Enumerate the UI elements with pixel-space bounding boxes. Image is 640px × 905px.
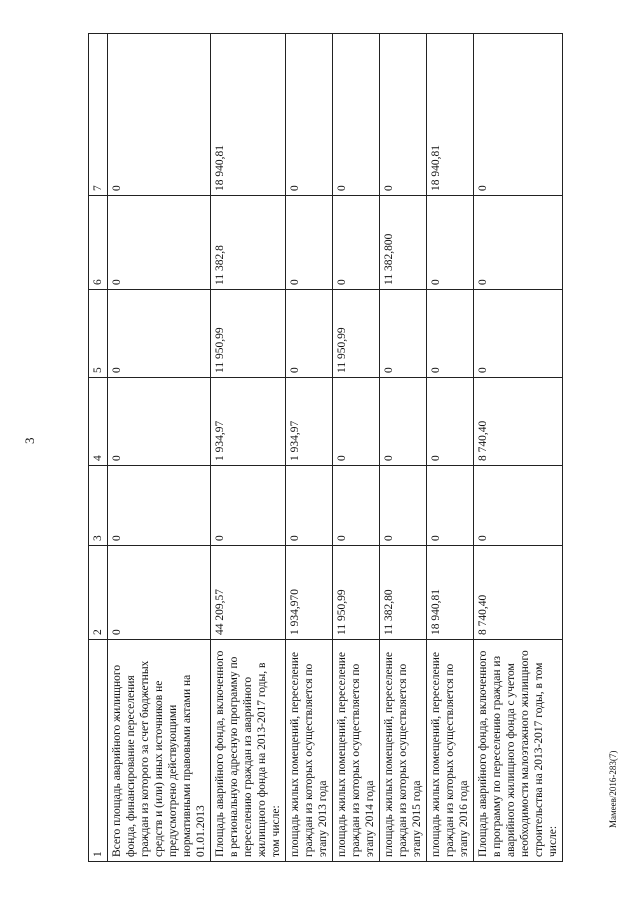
table-cell: 0 [108, 546, 211, 640]
table-row [211, 34, 286, 862]
table-cell: 11 382,80 [380, 546, 427, 640]
row-label: площадь жилых помещений, переселение граждан из которых осуществляется по этапу 2016 года [427, 640, 474, 862]
table-cell: 0 [108, 34, 211, 196]
table-cell: 18 940,81 [211, 34, 286, 196]
table-cell: 0 [286, 466, 333, 546]
column-header: 2 [89, 546, 108, 640]
table-cell: 0 [380, 466, 427, 546]
table-cell: 0 [108, 290, 211, 378]
table-cell: 0 [286, 34, 333, 196]
table-cell: 0 [108, 196, 211, 290]
table-cell: 0 [474, 196, 563, 290]
table-cell: 0 [333, 196, 380, 290]
document-code: Мамеев/2016-283(7) [608, 750, 618, 828]
table-cell: 0 [427, 196, 474, 290]
table-cell: 0 [380, 378, 427, 466]
table-cell: 0 [211, 466, 286, 546]
table-cell: 8 740,40 [474, 546, 563, 640]
column-header: 5 [89, 290, 108, 378]
row-label: Всего площадь аварийного жилищного фонда, финансирование переселения граждан из которого за счет бюджетных средств и (или) иных источников не предусмотрено действующими нормативными правовыми актами на 01.01.2013 [108, 640, 211, 862]
table-cell: 0 [474, 34, 563, 196]
table-cell: 11 382,8 [211, 196, 286, 290]
header-row [89, 34, 108, 862]
table-cell: 0 [380, 290, 427, 378]
row-label: Площадь аварийного фонда, включенного в региональную адресную программу по переселению граждан из аварийного жилищного фонда на 2013-2017 годы, в том числе: [211, 640, 286, 862]
table-cell: 0 [108, 466, 211, 546]
row-label: площадь жилых помещений, переселение граждан из которых осуществляется по этапу 2014 года [333, 640, 380, 862]
table-cell: 1 934,970 [286, 546, 333, 640]
table-row [427, 34, 474, 862]
column-header: 4 [89, 378, 108, 466]
table-cell: 11 950,99 [333, 546, 380, 640]
table-cell: 0 [427, 466, 474, 546]
table-cell: 8 740,40 [474, 378, 563, 466]
table-cell: 1 934,97 [211, 378, 286, 466]
rotated-table-container [88, 34, 618, 862]
table-row [108, 34, 211, 862]
table-cell: 0 [286, 196, 333, 290]
table-row [286, 34, 333, 862]
table-cell: 0 [427, 290, 474, 378]
table-cell: 11 950,99 [211, 290, 286, 378]
column-header: 6 [89, 196, 108, 290]
table-cell: 0 [427, 378, 474, 466]
table-cell: 11 950,99 [333, 290, 380, 378]
table-row [380, 34, 427, 862]
table-cell: 1 934,97 [286, 378, 333, 466]
row-label: площадь жилых помещений, переселение граждан из которых осуществляется по этапу 2015 года [380, 640, 427, 862]
table-cell: 0 [333, 378, 380, 466]
row-label: площадь жилых помещений, переселение граждан из которых осуществляется по этапу 2013 года [286, 640, 333, 862]
table-cell: 0 [474, 290, 563, 378]
data-table [88, 33, 563, 862]
table-cell: 0 [333, 466, 380, 546]
table-cell: 44 209,57 [211, 546, 286, 640]
column-header: 1 [89, 640, 108, 862]
table-row [333, 34, 380, 862]
page-number: 3 [22, 437, 37, 444]
table-cell: 11 382,800 [380, 196, 427, 290]
table-cell: 0 [108, 378, 211, 466]
table-cell: 0 [286, 290, 333, 378]
table-row [474, 34, 563, 862]
row-label: Площадь аварийного фонда, включенного в программу по переселению граждан из аварийного жилищного фонда с учетом необходимости малоэтажного жилищного строительства на 2013-2017 годы, в том числе: [474, 640, 563, 862]
table-cell: 0 [333, 34, 380, 196]
table-cell: 18 940,81 [427, 546, 474, 640]
column-header: 3 [89, 466, 108, 546]
table-cell: 0 [474, 466, 563, 546]
table-cell: 0 [380, 34, 427, 196]
table-cell: 18 940,81 [427, 34, 474, 196]
column-header: 7 [89, 34, 108, 196]
